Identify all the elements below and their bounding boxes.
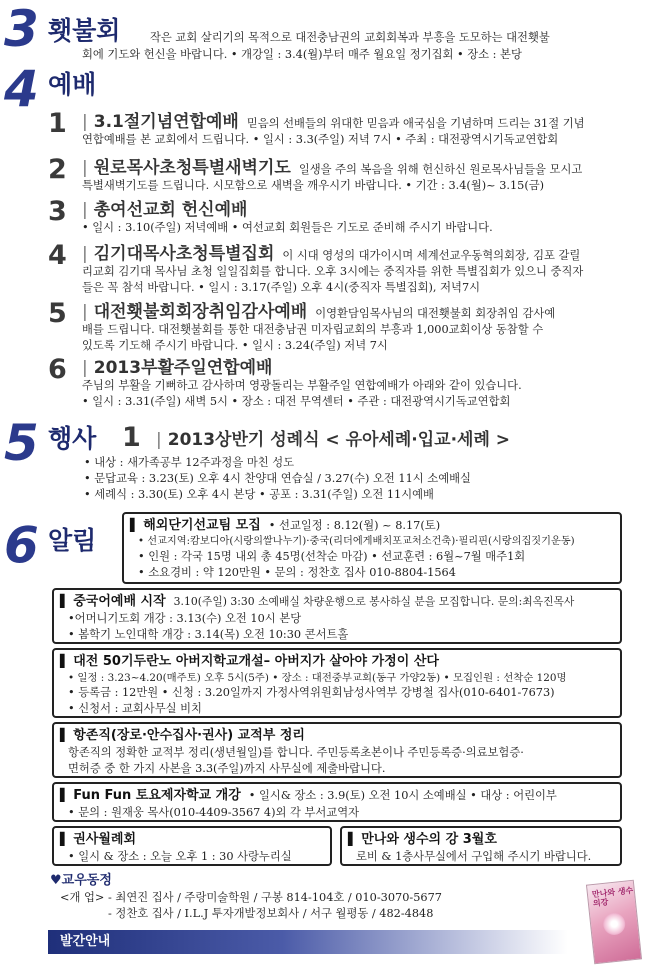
- notice-inline: 3.10(주일) 3:30 소예배실 차량운행으로 봉사하실 분을 모집합니다. 문의:최옥진목사: [173, 595, 575, 608]
- notice-line: • 일정 : 3.23~4.20(매주토) 오후 5시(5주) • 장소 : 대전중부교회(동구 가양2동) • 모집인원 : 선착순 120명: [68, 671, 567, 684]
- worship-item-title: | 총여선교회 헌신예배: [82, 200, 248, 220]
- worship-item-title: | 2013부활주일연합예배: [82, 358, 273, 378]
- worship-item-line: 리교회 김기대 목사님 초청 일일집회를 합니다. 오후 3시에는 중직자를 위한 특별집회가 있으니 중직자: [82, 265, 584, 278]
- worship-item-line: 배를 드립니다. 대전횃불회를 통한 대전충남권 미자립교회의 부흥과 1,000교회이상 동참할 수: [82, 323, 544, 336]
- notice-box-chinese-worship: [52, 588, 622, 644]
- notice-title: ▌ 대전 50기두란노 아버지학교개설– 아버지가 살아야 가정이 산다: [68, 654, 439, 669]
- notice-line: • 문의 : 원재웅 목사(010-4409-3567 4)외 각 부서교역자: [68, 805, 360, 819]
- event-line: • 문답교육 : 3.23(토) 오후 4시 찬양대 연습실 / 3.27(수) 오전 11시 소예배실: [84, 472, 471, 485]
- notice-box-father-school: [52, 648, 622, 718]
- notice-title: ▌ 해외단기선교팀 모집: [138, 518, 261, 533]
- footer-bar: [48, 930, 568, 954]
- section-5-number: 5: [4, 414, 39, 472]
- flower-icon: [602, 912, 626, 936]
- notice-title: ▌ 중국어예배 시작: [68, 594, 166, 609]
- notice-line: • 일시 & 장소 : 오늘 오후 1 : 30 사랑누리실: [68, 849, 292, 863]
- section-3-lead: 작은 교회 살리기의 목적으로 대전충남권의 교회회복과 부흥을 도모하는 대전횃불: [150, 31, 550, 44]
- worship-item-title: | 3.1절기념연합예배 믿음의 선배들의 위대한 믿음과 애국심을 기념하며 드리는 31절 기념: [82, 112, 585, 132]
- worship-item-line: 특별새벽기도를 드립니다. 시모함으로 새벽을 깨우시기 바랍니다. • 기간 : 3.4(월)~ 3.15(금): [82, 179, 545, 192]
- notice-line: 로비 & 1층사무실에서 구입해 주시기 바랍니다.: [356, 849, 592, 863]
- worship-item-line: 있도록 기도해 주시기 바랍니다. • 일시 : 3.24(주일) 저녁 7시: [82, 339, 388, 352]
- event-item-number: 1: [122, 422, 141, 453]
- section-6-title: 알림: [48, 526, 97, 555]
- event-item-title: | 2013상반기 성례식 < 유아세례·입교·세례 >: [156, 430, 511, 450]
- notice-box-mission: [122, 512, 622, 584]
- section-4-number: 4: [4, 60, 39, 118]
- notice-inline: • 선교일정 : 8.12(월) ~ 8.17(토): [268, 519, 441, 532]
- notice-box-saturday-school: [52, 782, 622, 822]
- worship-item-inline: 이 시대 영성의 대가이시며 세계선교우동혁의회장, 김포 갈릴: [282, 249, 581, 262]
- member-news-line: - 최연진 집사 / 주랑미술학원 / 구봉 814-104호 / 010-3070-5677: [108, 891, 442, 904]
- notice-line: • 봄학기 노인대학 개강 : 3.14(목) 오전 10:30 콘서트홀: [68, 627, 349, 641]
- worship-item-number: 2: [48, 154, 67, 185]
- notice-line: • 등록금 : 12만원 • 신청 : 3.20일까지 가정사역위원회남성사역부 강병철 집사(010-6401-7673): [68, 686, 555, 700]
- notice-box-magazine: [340, 826, 622, 866]
- worship-item-line: • 일시 : 3.10(주일) 저녁예배 • 여선교회 회원들은 기도로 준비해 주시기 바랍니다.: [82, 221, 493, 234]
- member-news-label: <개 업>: [60, 891, 105, 904]
- worship-item-inline: 믿음의 선배들의 위대한 믿음과 애국심을 기념하며 드리는 31절 기념: [246, 117, 585, 130]
- notice-line: • 인원 : 각국 15명 내외 총 45명(선착순 마감) • 선교훈련 : 6월~7월 매주1회: [138, 550, 526, 564]
- worship-item-title: | 원로목사초청특별새벽기도 일생을 주의 복음을 위해 헌신하신 원로목사님들을 모시고: [82, 158, 583, 178]
- section-3-line2: 회에 기도와 헌신을 바랍니다. • 개강일 : 3.4(월)부터 매주 월요일 정기집회 • 장소 : 본당: [82, 48, 522, 61]
- section-3-number: 3: [4, 0, 39, 58]
- notice-box-deaconess: [52, 826, 332, 866]
- worship-item-title: | 김기대목사초청특별집회 이 시대 영성의 대가이시며 세계선교우동혁의회장, 김포 갈릴: [82, 244, 581, 264]
- notice-title: ▌ 권사월례회: [68, 832, 136, 847]
- worship-item-number: 3: [48, 196, 67, 227]
- worship-item-inline: 일생을 주의 복음을 위해 헌신하신 원로목사님들을 모시고: [298, 163, 583, 176]
- member-news-line: - 정찬호 집사 / I.L.J 투자개발정보회사 / 서구 월평동 / 482-4848: [108, 907, 434, 920]
- notice-title: ▌ 항존직(장로·안수집사·권사) 교적부 정리: [68, 728, 305, 743]
- worship-item-inline: 이영환담임목사님의 대전횃불회 회장취임 감사예: [315, 307, 556, 320]
- worship-item-line: 연합예배를 본 교회에서 드립니다. • 일시 : 3.3(주일) 저녁 7시 • 주최 : 대전광역시기독교연합회: [82, 133, 559, 146]
- section-4-title: 예배: [48, 70, 97, 99]
- notice-line: •어머니기도회 개강 : 3.13(수) 오전 10시 본당: [68, 611, 302, 625]
- worship-item-title: | 대전횃불회회장취임감사예배 이영환담임목사님의 대전횃불회 회장취임 감사예: [82, 302, 556, 322]
- notice-box-register: [52, 722, 622, 778]
- event-line: • 세례식 : 3.30(토) 오후 4시 본당 • 공포 : 3.31(주일) 오전 11시예배: [84, 488, 434, 501]
- worship-item-number: 4: [48, 240, 67, 271]
- notice-inline: • 일시& 장소 : 3.9(토) 오전 10시 소예배실 • 대상 : 어린이부: [248, 789, 557, 802]
- notice-line: 항존직의 정확한 교적부 정리(생년월일)를 합니다. 주민등록초본이나 주민등록증·의료보험증·: [68, 745, 524, 759]
- footer-label: 발간안내: [60, 934, 111, 949]
- worship-item-number: 1: [48, 108, 67, 139]
- worship-item-line: 들은 꼭 참석 바랍니다. • 일시 : 3.17(주일) 오후 4시(중직자 특별집회), 저녁7시: [82, 281, 481, 294]
- notice-title: ▌ 만나와 생수의 강 3월호: [356, 832, 497, 847]
- section-3-title: 횃불회: [48, 16, 121, 45]
- notice-title: ▌ Fun Fun 토요제자학교 개강: [68, 788, 241, 803]
- notice-line: • 선교지역:캄보디아(시랑의쌀나누기)·중국(리더에게배치포교처소건축)·필리핀(시랑의집짓기운동): [138, 535, 575, 547]
- magazine-cover-thumbnail: [586, 880, 642, 965]
- event-line: • 내상 : 새가족공부 12주과정을 마친 성도: [84, 456, 295, 469]
- section-6-number: 6: [4, 516, 39, 574]
- magazine-cover-title: 만나와 생수의강: [591, 885, 634, 908]
- notice-line: 면허증 중 한 가지 사본을 3.3(주일)까지 사무실에 제출바랍니다.: [68, 761, 386, 775]
- worship-item-line: • 일시 : 3.31(주일) 새벽 5시 • 장소 : 대전 무역센터 • 주관 : 대전광역시기독교연합회: [82, 395, 511, 408]
- heart-icon: ♥: [50, 873, 62, 888]
- worship-item-number: 6: [48, 354, 67, 385]
- member-news-title: ♥교우동정: [50, 873, 112, 888]
- notice-line: • 신청서 : 교회사무실 비치: [68, 701, 202, 715]
- worship-item-line: 주님의 부활을 기뻐하고 감사하며 영광돌리는 부활주일 연합예배가 아래와 같이 있습니다.: [82, 379, 522, 392]
- worship-item-number: 5: [48, 298, 67, 329]
- section-5-title: 행사: [48, 424, 97, 453]
- notice-line: • 소요경비 : 약 120만원 • 문의 : 정찬호 집사 010-8804-1564: [138, 565, 456, 579]
